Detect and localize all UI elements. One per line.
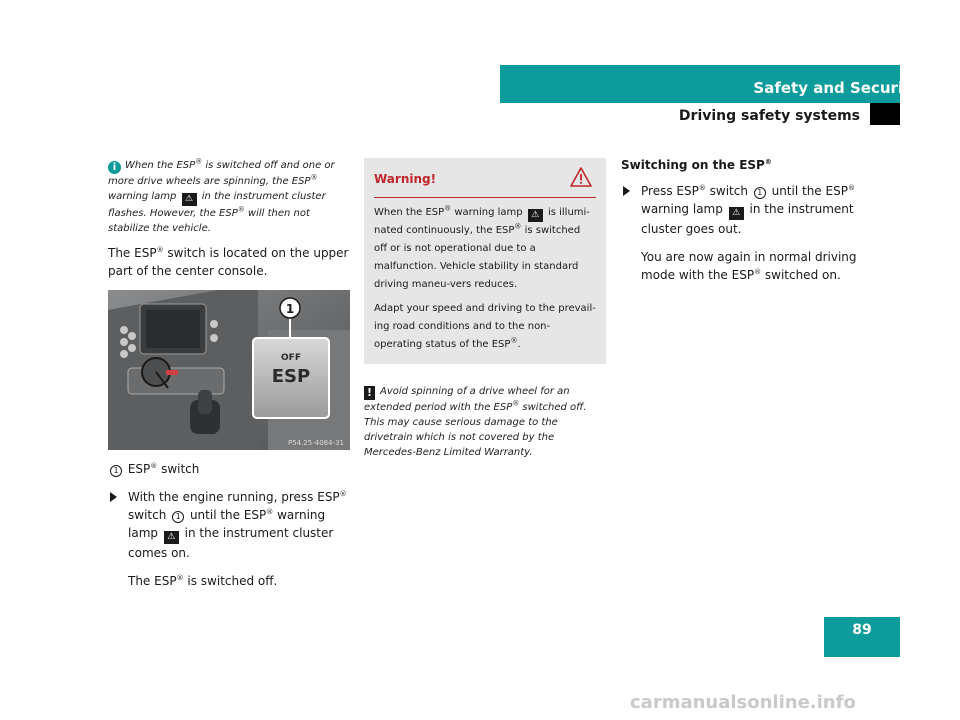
info-note: i When the ESP® is switched off and one or more drive wheels are spinning, the ESP® warning lamp ⚠ in the instrument cluster flashes. However, the ESP® will then not stabilize the vehicle. (108, 157, 335, 234)
bullet-arrow-icon (623, 186, 630, 196)
switching-on-heading: Switching on the ESP® (621, 158, 772, 172)
switch-off-result: The ESP® is switched off. (128, 574, 278, 588)
center-console-photo (108, 290, 350, 450)
callout-1-icon: 1 (172, 511, 184, 523)
caution-icon: ! (364, 386, 375, 400)
warning-title: Warning! (374, 172, 437, 186)
column-middle (364, 158, 606, 460)
column-right (621, 158, 871, 284)
callout-1-icon: 1 (754, 187, 766, 199)
esp-warning-lamp-icon: ⚠ (164, 531, 179, 544)
esp-warning-lamp-icon: ⚠ (729, 207, 744, 220)
figure-off-label: OFF (281, 353, 301, 363)
section-title: Safety and Security (753, 79, 920, 97)
figure-code: P54.25-4084-31 (287, 439, 344, 447)
header-marker (870, 103, 900, 125)
warning-paragraph-1: When the ESP® warning lamp ⚠ is illumi-nated continuously, the ESP® is switched off or is not operational due to a malfunction. Vehicle stability in standard driving maneu-vers reduces. (374, 204, 590, 290)
watermark: carmanualsonline.info (630, 692, 856, 713)
center-console-illustration (108, 290, 350, 450)
subsection-title: Driving safety systems (678, 108, 860, 124)
callout-1-icon: 1 (110, 465, 122, 477)
warning-box (364, 158, 606, 364)
esp-warning-lamp-icon: ⚠ (182, 193, 197, 206)
warning-paragraph-2: Adapt your speed and driving to the prevail-ing road conditions and to the non-operating status of the ESP®. (374, 303, 596, 350)
info-icon: i (108, 161, 121, 174)
figure-esp-label: ESP (271, 366, 311, 387)
column-left (108, 158, 350, 590)
figure-callout-number: 1 (285, 302, 295, 316)
switch-off-step: With the engine running, press ESP® switch 1 until the ESP® warning lamp ⚠ in the instrument cluster comes on. (108, 488, 350, 562)
caution-note: ! Avoid spinning of a drive wheel for an extended period with the ESP® switched off. This may cause serious damage to the drivetrain which is not covered by the Mercedes-Benz Limited Warranty. (364, 386, 587, 458)
bullet-arrow-icon (110, 492, 117, 502)
switch-on-step: Press ESP® switch 1 until the ESP® warning lamp ⚠ in the instrument cluster goes out. (621, 182, 871, 238)
warning-header (374, 158, 596, 198)
esp-switch-location-text: The ESP® switch is located on the upper part of the center console. (108, 246, 349, 278)
esp-warning-lamp-icon: ⚠ (528, 209, 543, 222)
page-number: 89 (852, 622, 872, 638)
warning-triangle-icon (570, 167, 592, 187)
figure-caption: 1 ESP® switch (108, 460, 350, 478)
switch-on-result: You are now again in normal driving mode with the ESP® switched on. (641, 250, 857, 282)
